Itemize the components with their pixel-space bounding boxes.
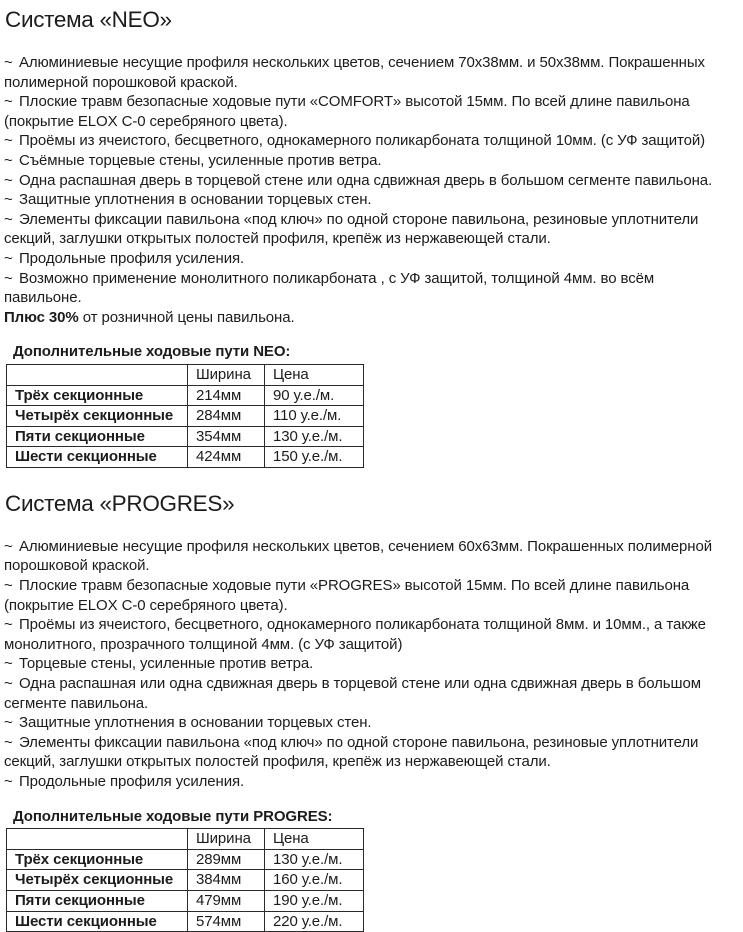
bullet-text: Защитные уплотнения в основании торцевых стен. xyxy=(19,714,372,732)
row-price: 130 у.е./м. xyxy=(265,849,364,870)
neo-paths-table xyxy=(6,364,364,468)
row-width: 574мм xyxy=(188,911,265,932)
row-label: Четырёх секционные xyxy=(7,406,188,427)
neo-table-caption: Дополнительные ходовые пути NEO: xyxy=(13,343,291,361)
col-header-price: Цена xyxy=(265,364,364,385)
row-label: Пяти секционные xyxy=(7,890,188,911)
row-price: 150 у.е./м. xyxy=(265,447,364,468)
bullet-text: Элементы фиксации павильона «под ключ» по одной стороне павильона, резиновые уплотнители секций, заглушки открытых полостей профиля, крепёж из нержавеющей стали. xyxy=(4,210,699,248)
tilde-marker: ~ xyxy=(4,537,13,555)
tilde-marker: ~ xyxy=(4,151,13,169)
bullet-text: Одна распашная или одна сдвижная дверь в торцевой стене или одна сдвижная дверь в большом сегменте павильона. xyxy=(4,675,701,712)
tilde-marker: ~ xyxy=(4,773,13,790)
row-width: 479мм xyxy=(188,890,265,911)
row-price: 190 у.е./м. xyxy=(265,890,364,911)
price-note xyxy=(4,308,735,328)
bullet-item xyxy=(4,53,735,92)
bullet-item xyxy=(4,190,735,210)
table-row xyxy=(7,849,364,870)
bullet-text: Алюминиевые несущие профиля нескольких цветов, сечением 70х38мм. и 50х38мм. Покрашенных полимерной порошковой краской. xyxy=(4,54,705,91)
row-label: Шести секционные xyxy=(7,447,188,468)
row-width: 284мм xyxy=(188,406,265,427)
progres-table-caption: Дополнительные ходовые пути PROGRES: xyxy=(13,807,333,825)
table-row xyxy=(7,447,364,468)
bullet-text: Торцевые стены, усиленные против ветра. xyxy=(19,655,314,673)
bullet-item xyxy=(4,674,735,713)
row-width: 424мм xyxy=(188,447,265,468)
row-label: Трёх секционные xyxy=(7,849,188,870)
col-header-empty xyxy=(7,829,188,850)
table-header-row xyxy=(7,829,364,850)
table-header-row xyxy=(7,364,364,385)
tilde-marker: ~ xyxy=(4,191,13,209)
neo-bullet-list xyxy=(4,53,735,327)
row-label: Пяти секционные xyxy=(7,426,188,447)
row-price: 220 у.е./м. xyxy=(265,911,364,932)
price-note-bold: Плюс 30% xyxy=(4,308,79,326)
price-note-rest: от розничной цены павильона. xyxy=(78,308,295,326)
row-label: Шести секционные xyxy=(7,911,188,932)
tilde-marker: ~ xyxy=(4,210,13,228)
row-price: 160 у.е./м. xyxy=(265,870,364,891)
bullet-item xyxy=(4,772,735,792)
bullet-text: Возможно применение монолитного поликарбоната , с УФ защитой, толщиной 4мм. во всём павильоне. xyxy=(4,269,655,307)
tilde-marker: ~ xyxy=(4,733,13,751)
row-price: 110 у.е./м. xyxy=(265,406,364,427)
tilde-marker: ~ xyxy=(4,577,13,595)
bullet-item xyxy=(4,537,735,576)
tilde-marker: ~ xyxy=(4,93,13,111)
table-row xyxy=(7,911,364,932)
row-label: Четырёх секционные xyxy=(7,870,188,891)
bullet-item xyxy=(4,654,735,674)
row-label: Трёх секционные xyxy=(7,385,188,406)
tilde-marker: ~ xyxy=(4,714,13,732)
row-price: 90 у.е./м. xyxy=(265,385,364,406)
tilde-marker: ~ xyxy=(4,249,13,267)
bullet-item xyxy=(4,576,735,615)
section-progres xyxy=(4,492,735,932)
row-width: 354мм xyxy=(188,426,265,447)
section-neo-title: Система «NEO» xyxy=(5,7,172,32)
progres-paths-table xyxy=(6,828,364,932)
bullet-item xyxy=(4,713,735,733)
bullet-item xyxy=(4,249,735,269)
col-header-width: Ширина xyxy=(188,829,265,850)
bullet-text: Продольные профиля усиления. xyxy=(19,249,245,267)
col-header-empty xyxy=(7,364,188,385)
bullet-text: Проёмы из ячеистого, бесцветного, однокамерного поликарбоната толщиной 10мм. (с УФ защитой) xyxy=(19,132,706,150)
section-progres-title: Система «PROGRES» xyxy=(5,490,235,516)
row-price: 130 у.е./м. xyxy=(265,426,364,447)
table-row xyxy=(7,870,364,891)
tilde-marker: ~ xyxy=(4,675,13,693)
bullet-text: Съёмные торцевые стены, усиленные против ветра. xyxy=(19,151,382,169)
bullet-text: Алюминиевые несущие профиля нескольких цветов, сечением 60х63мм. Покрашенных полимерной порошковой краской. xyxy=(4,537,712,575)
bullet-item xyxy=(4,733,735,772)
tilde-marker: ~ xyxy=(4,269,13,287)
bullet-text: Проёмы из ячеистого, бесцветного, однокамерного поликарбоната толщиной 8мм. и 10мм., а также монолитного, прозрачного толщиной 4мм. (с УФ защитой) xyxy=(4,616,706,653)
tilde-marker: ~ xyxy=(4,655,13,673)
table-row xyxy=(7,385,364,406)
tilde-marker: ~ xyxy=(4,171,13,189)
bullet-item xyxy=(4,210,735,249)
bullet-item xyxy=(4,615,735,654)
row-width: 384мм xyxy=(188,870,265,891)
row-width: 214мм xyxy=(188,385,265,406)
row-width: 289мм xyxy=(188,849,265,870)
bullet-item xyxy=(4,92,735,131)
bullet-text: Элементы фиксации павильона «под ключ» по одной стороне павильона, резиновые уплотнители секций, заглушки открытых полостей профиля, крепёж из нержавеющей стали. xyxy=(4,733,699,771)
tilde-marker: ~ xyxy=(4,616,13,634)
bullet-item xyxy=(4,269,735,308)
bullet-item xyxy=(4,131,735,151)
table-row xyxy=(7,406,364,427)
table-row xyxy=(7,426,364,447)
col-header-width: Ширина xyxy=(188,364,265,385)
table-row xyxy=(7,890,364,911)
section-neo xyxy=(4,8,735,468)
bullet-text: Плоские травм безопасные ходовые пути «COMFORT» высотой 15мм. По всей длине павильона (покрытие ELOX C-0 серебряного цвета). xyxy=(4,93,690,130)
tilde-marker: ~ xyxy=(4,54,13,71)
bullet-text: Защитные уплотнения в основании торцевых стен. xyxy=(19,191,372,209)
tilde-marker: ~ xyxy=(4,132,13,150)
bullet-item xyxy=(4,171,735,191)
progres-bullet-list xyxy=(4,537,735,792)
col-header-price: Цена xyxy=(265,829,364,850)
bullet-item xyxy=(4,151,735,171)
bullet-text: Плоские травм безопасные ходовые пути «PROGRES» высотой 15мм. По всей длине павильона (покрытие ELOX C-0 серебряного цвета). xyxy=(4,577,690,614)
bullet-text: Продольные профиля усиления. xyxy=(19,773,245,790)
bullet-text: Одна распашная дверь в торцевой стене или одна сдвижная дверь в большом сегменте павильона. xyxy=(19,171,713,189)
